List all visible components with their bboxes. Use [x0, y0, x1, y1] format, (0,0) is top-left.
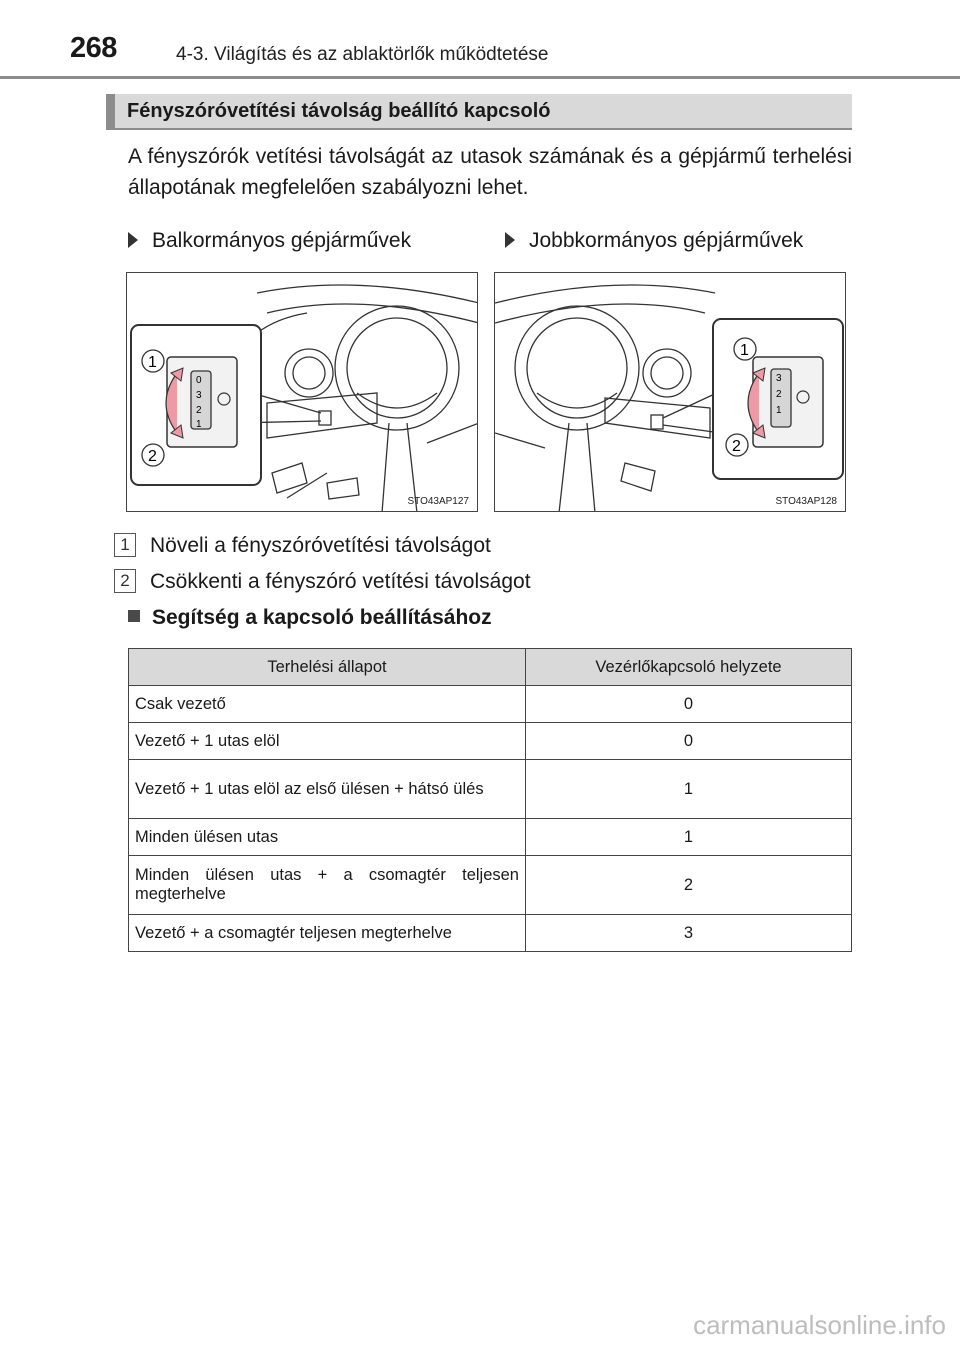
legend-number-2: 2 — [114, 569, 136, 593]
callout-2-right: 2 — [732, 438, 741, 455]
dial-mark-3-right: 3 — [776, 373, 782, 384]
triangle-bullet-icon — [505, 232, 515, 248]
table-header-row — [129, 649, 852, 686]
load-condition: Minden ülésen utas — [129, 819, 526, 856]
dial-mark-1-right: 1 — [776, 405, 782, 416]
load-condition: Vezető + 1 utas elöl az első ülésen + hátsó ülés — [129, 760, 526, 819]
load-condition: Vezető + a csomagtér teljesen megterhelve — [129, 915, 526, 952]
section-title-bar — [106, 94, 852, 130]
dial-mark-0: 0 — [196, 375, 202, 386]
load-condition: Vezető + 1 utas elöl — [129, 723, 526, 760]
figure-code-right: STO43AP128 — [775, 496, 837, 507]
callout-1-left: 1 — [148, 354, 157, 371]
table-row — [129, 915, 852, 952]
table-row — [129, 686, 852, 723]
left-hand-drive-label — [128, 229, 411, 253]
switch-position: 1 — [526, 760, 852, 819]
switch-position: 0 — [526, 686, 852, 723]
right-hand-drive-figure — [494, 272, 846, 512]
dial-mark-3: 3 — [196, 390, 202, 401]
header-rule — [0, 76, 960, 79]
dashboard-illustration-right — [495, 273, 846, 512]
section-title: Fényszóróvetítési távolság beállító kapcsoló — [127, 100, 551, 122]
subheading — [128, 606, 492, 630]
right-hand-drive-label-text: Jobbkormányos gépjárművek — [529, 229, 804, 252]
page-number: 268 — [70, 32, 117, 64]
triangle-bullet-icon — [128, 232, 138, 248]
legend-text-2: Csökkenti a fényszóró vetítési távolságot — [150, 570, 531, 593]
callout-1-right: 1 — [740, 342, 749, 359]
legend-item-1 — [114, 533, 491, 558]
legend-item-2 — [114, 569, 531, 594]
load-table — [128, 648, 852, 952]
square-bullet-icon — [128, 610, 140, 622]
table-row — [129, 760, 852, 819]
left-hand-drive-figure — [126, 272, 478, 512]
callout-2-left: 2 — [148, 448, 157, 465]
dial-mark-2: 2 — [196, 405, 202, 416]
dial-mark-2-right: 2 — [776, 389, 782, 400]
header-switch-position: Vezérlőkapcsoló helyzete — [526, 649, 852, 686]
watermark: carmanualsonline.info — [693, 1310, 946, 1340]
load-condition: Csak vezető — [129, 686, 526, 723]
load-condition: Minden ülésen utas + a csomagtér teljesen megterhelve — [129, 856, 526, 915]
table-row — [129, 723, 852, 760]
legend-number-1: 1 — [114, 533, 136, 557]
figure-code-left: STO43AP127 — [407, 496, 469, 507]
switch-position: 1 — [526, 819, 852, 856]
switch-position: 2 — [526, 856, 852, 915]
intro-paragraph: A fényszórók vetítési távolságát az utasok számának és a gépjármű terhelési állapotának megfelelően szabályozni lehet. — [128, 145, 852, 199]
dial-mark-1: 1 — [196, 419, 202, 430]
switch-position: 0 — [526, 723, 852, 760]
switch-position: 3 — [526, 915, 852, 952]
dashboard-illustration-left — [127, 273, 478, 512]
header-load-state: Terhelési állapot — [129, 649, 526, 686]
running-head: 4-3. Világítás és az ablaktörlők működtetése — [176, 44, 549, 65]
table-row — [129, 856, 852, 915]
left-hand-drive-label-text: Balkormányos gépjárművek — [152, 229, 412, 252]
legend-text-1: Növeli a fényszóróvetítési távolságot — [150, 534, 491, 557]
subheading-text: Segítség a kapcsoló beállításához — [152, 606, 492, 629]
table-row — [129, 819, 852, 856]
right-hand-drive-label — [505, 229, 803, 253]
